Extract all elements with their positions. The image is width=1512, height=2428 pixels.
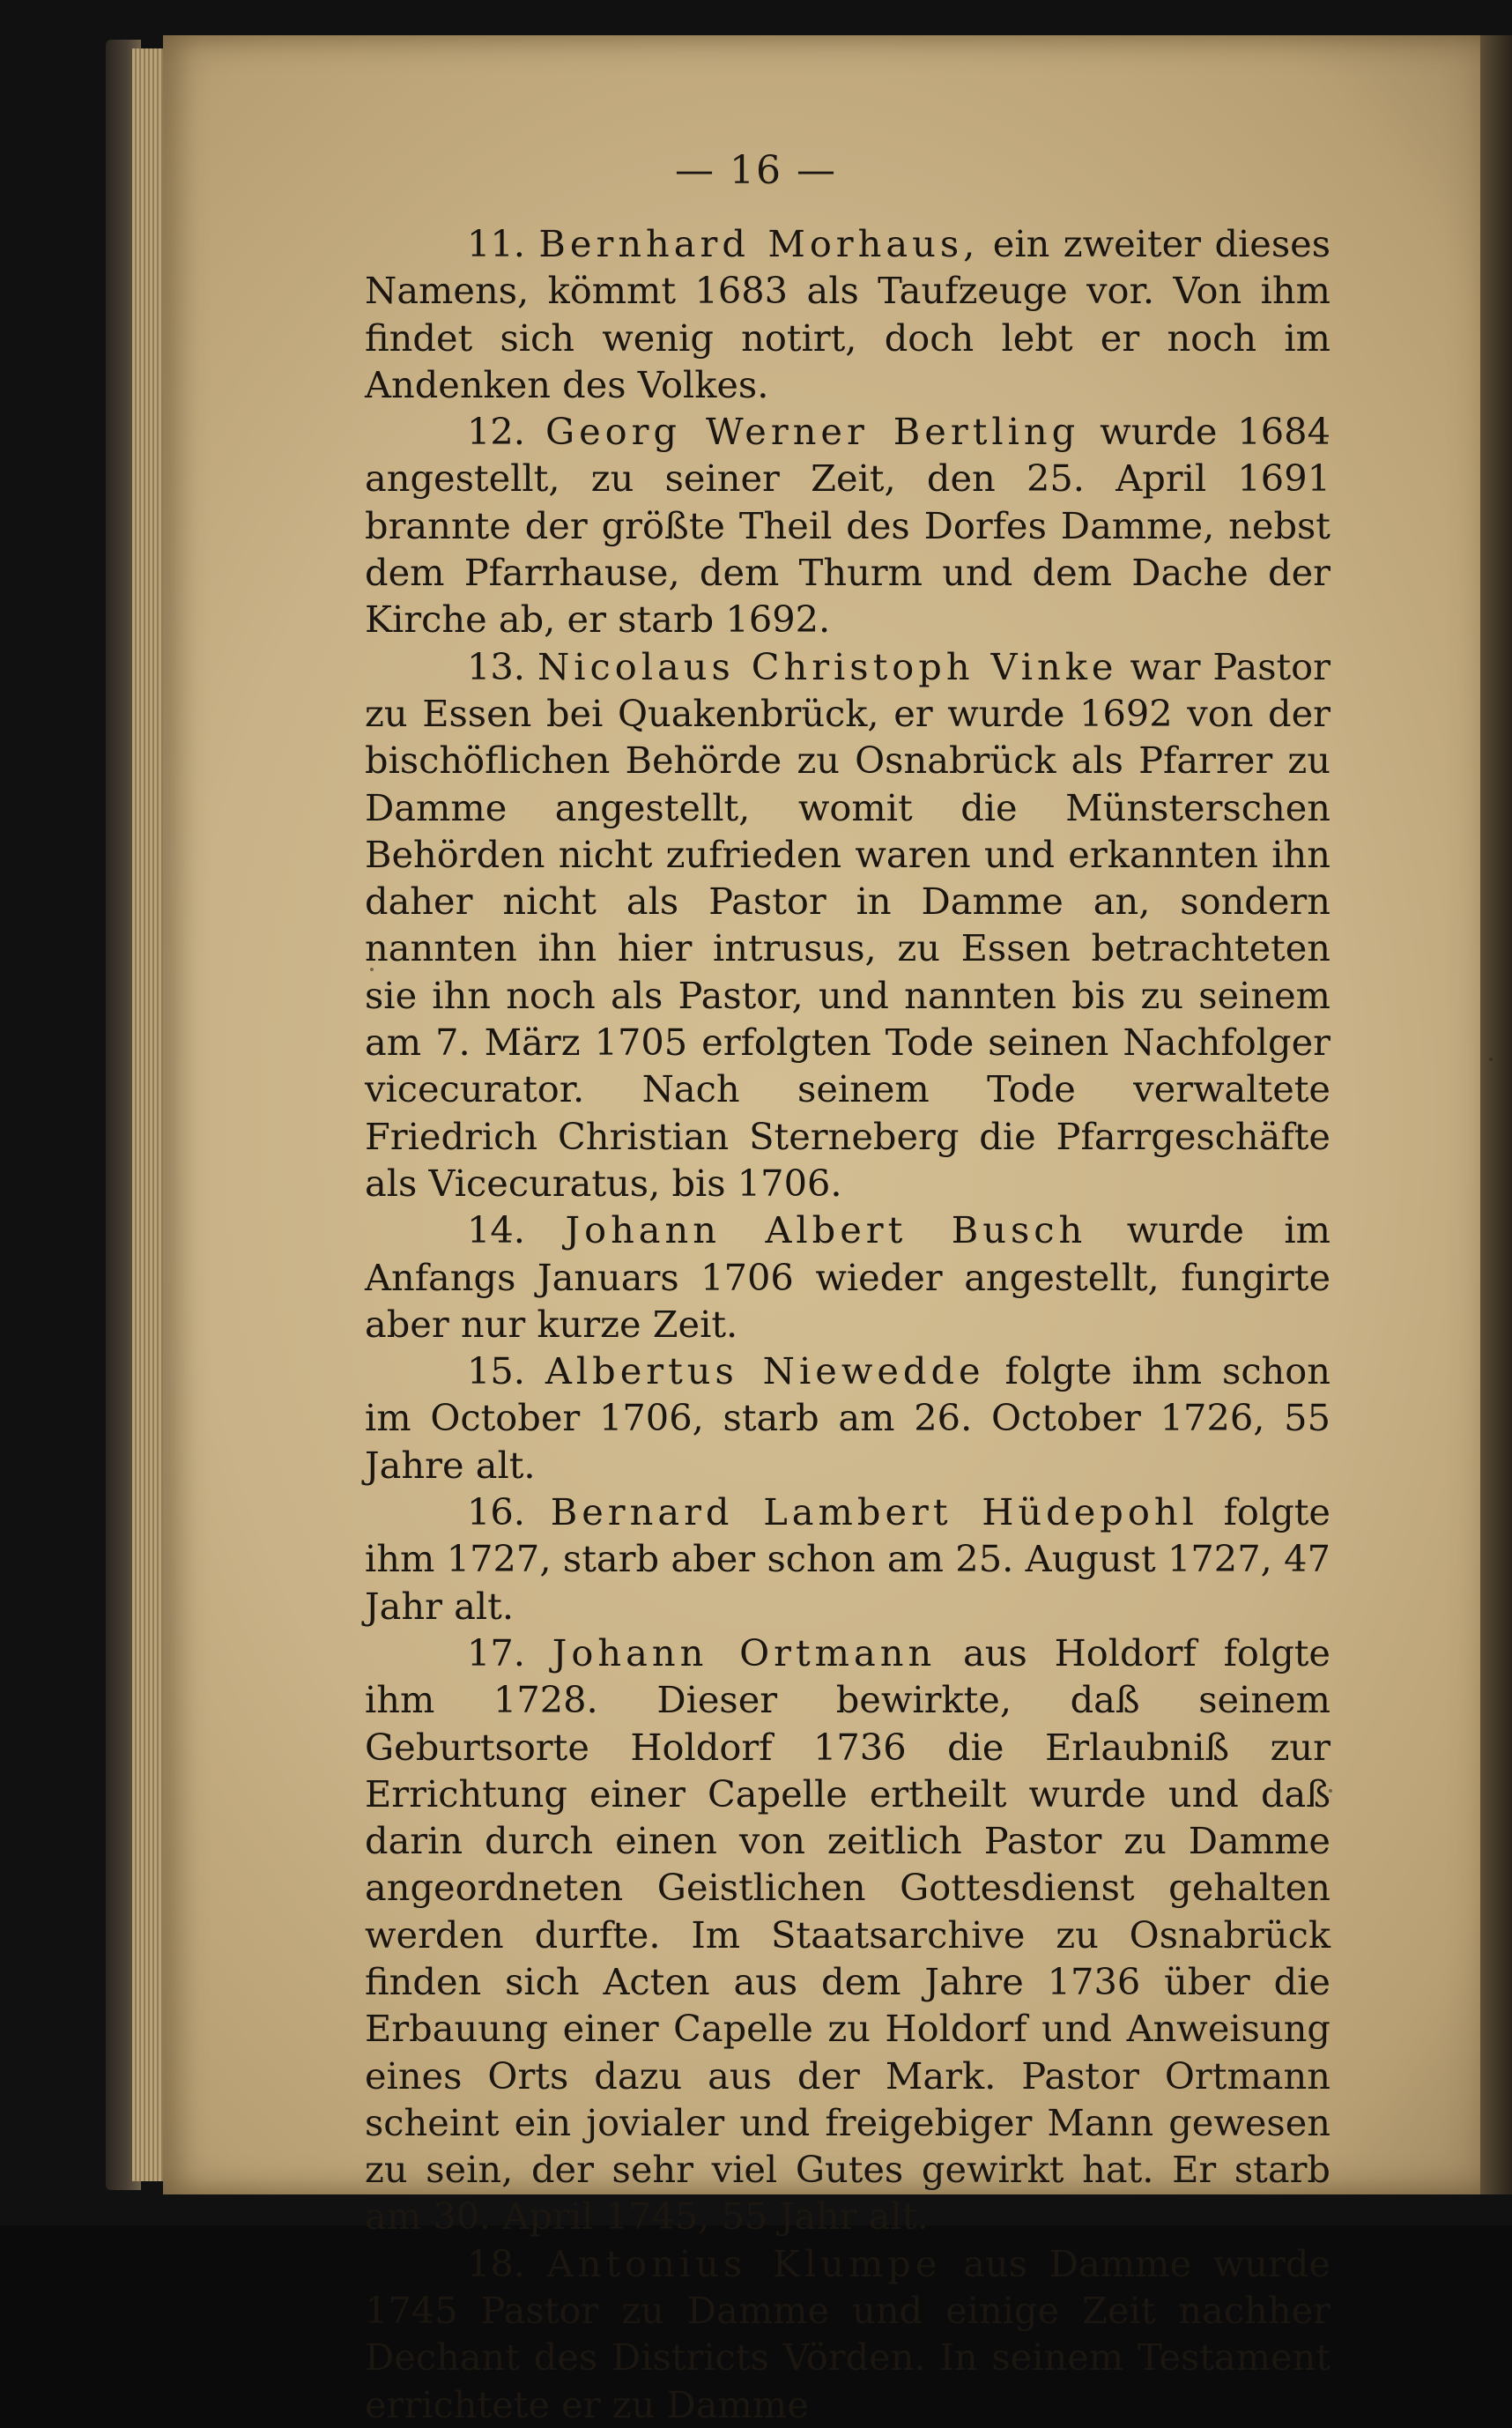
paper-speck: [1489, 1058, 1493, 1061]
entry-number: 14.: [467, 1208, 525, 1252]
entry-paragraph: [365, 1489, 1330, 1630]
entry-paragraph: [365, 220, 1330, 408]
entry-text: folgte ihm schon im October 1706, starb am 26. October 1726, 55 Jahre alt.: [365, 1349, 1330, 1487]
entry-text: aus Holdorf folgte ihm 1728. Dieser bewirkte, daß seinem Geburtsorte Holdorf 1736 die Erlaubniß zur Errichtung einer Capelle ertheilt wurde und daß darin durch einen von zeitlich Pastor zu Damme angeordneten Geistlichen Gottesdienst gehalten werden durfte. Im Staatsarchive zu Osnabrück finden sich Acten aus dem Jahre 1736 über die Erbauung einer Capelle zu Holdorf und Anweisung eines Orts dazu aus der Mark. Pastor Ortmann scheint ein jovialer und freigebiger Mann gewesen zu sein, der sehr viel Gutes gewirkt hat. Er starb am 30. April 1745, 55 Jahr alt.: [365, 1630, 1330, 2239]
entry-text: wurde 1684 angestellt, zu seiner Zeit, den 25. April 1691 brannte der größte Theil des Dorfes Damme, nebst dem Pfarrhause, dem Thurm und dem Dache der Kirche ab, er starb 1692.: [365, 410, 1330, 642]
pastor-name: Johann Albert Busch: [565, 1208, 1087, 1252]
book-gutter: [1480, 35, 1512, 2194]
entry-number: 11.: [467, 222, 525, 265]
entry-paragraph: [365, 643, 1330, 1207]
entry-paragraph: [365, 1348, 1330, 1489]
pastor-name: Bernard Lambert Hüdepohl: [550, 1490, 1198, 1534]
entry-text: aus Damme wurde 1745 Pastor zu Damme und einige Zeit nachher Dechant des Districts Vörden. In seinem Testament errichtete er zu Damme: [365, 2241, 1330, 2426]
pastor-name: Albertus Niewedde: [545, 1349, 985, 1393]
entry-paragraph: [365, 1207, 1330, 1348]
page-body: [365, 220, 1330, 2428]
page-number: — 16 —: [675, 148, 837, 193]
entry-text: folgte ihm 1727, starb aber schon am 25. August 1727, 47 Jahr alt.: [365, 1490, 1330, 1628]
entry-paragraph: [365, 1630, 1330, 2240]
entry-number: 12.: [467, 410, 525, 454]
entry-paragraph: [365, 2240, 1330, 2428]
entry-paragraph: [365, 408, 1330, 642]
pastor-name: Georg Werner Bertling: [545, 410, 1080, 454]
pastor-name: Antonius Klumpe: [546, 2241, 942, 2285]
entry-text: war Pastor zu Essen bei Quakenbrück, er wurde 1692 von der bischöflichen Behörde zu Osnabrück als Pfarrer zu Damme angestellt, womit die Münsterschen Behörden nicht zufrieden waren und erkannten ihn daher nicht als Pastor in Damme an, sondern nannten ihn hier intrusus, zu Essen betrachteten sie ihn noch als Pastor, und nannten bis zu seinem am 7. März 1705 erfolgten Tode seinen Nachfolger vicecurator. Nach seinem Tode verwaltete Friedrich Christian Sterneberg die Pfarrgeschäfte als Vicecuratus, bis 1706.: [365, 644, 1330, 1205]
pastor-name: Bernhard Morhaus,: [538, 222, 980, 265]
pastor-name: Johann Ortmann: [552, 1630, 937, 1674]
entry-text: ein zweiter dieses Namens, kömmt 1683 als Taufzeuge vor. Von ihm findet sich wenig notirt, doch lebt er noch im Andenken des Volkes.: [365, 222, 1330, 406]
entry-number: 17.: [467, 1630, 525, 1674]
entry-number: 16.: [467, 1490, 525, 1534]
entry-number: 15.: [467, 1349, 525, 1393]
entry-number: 13.: [467, 644, 525, 688]
entry-number: 18.: [467, 2241, 525, 2285]
pastor-name: Nicolaus Christoph Vinke: [537, 644, 1118, 688]
entry-text: wurde im Anfangs Januars 1706 wieder angestellt, fungirte aber nur kurze Zeit.: [365, 1208, 1330, 1346]
